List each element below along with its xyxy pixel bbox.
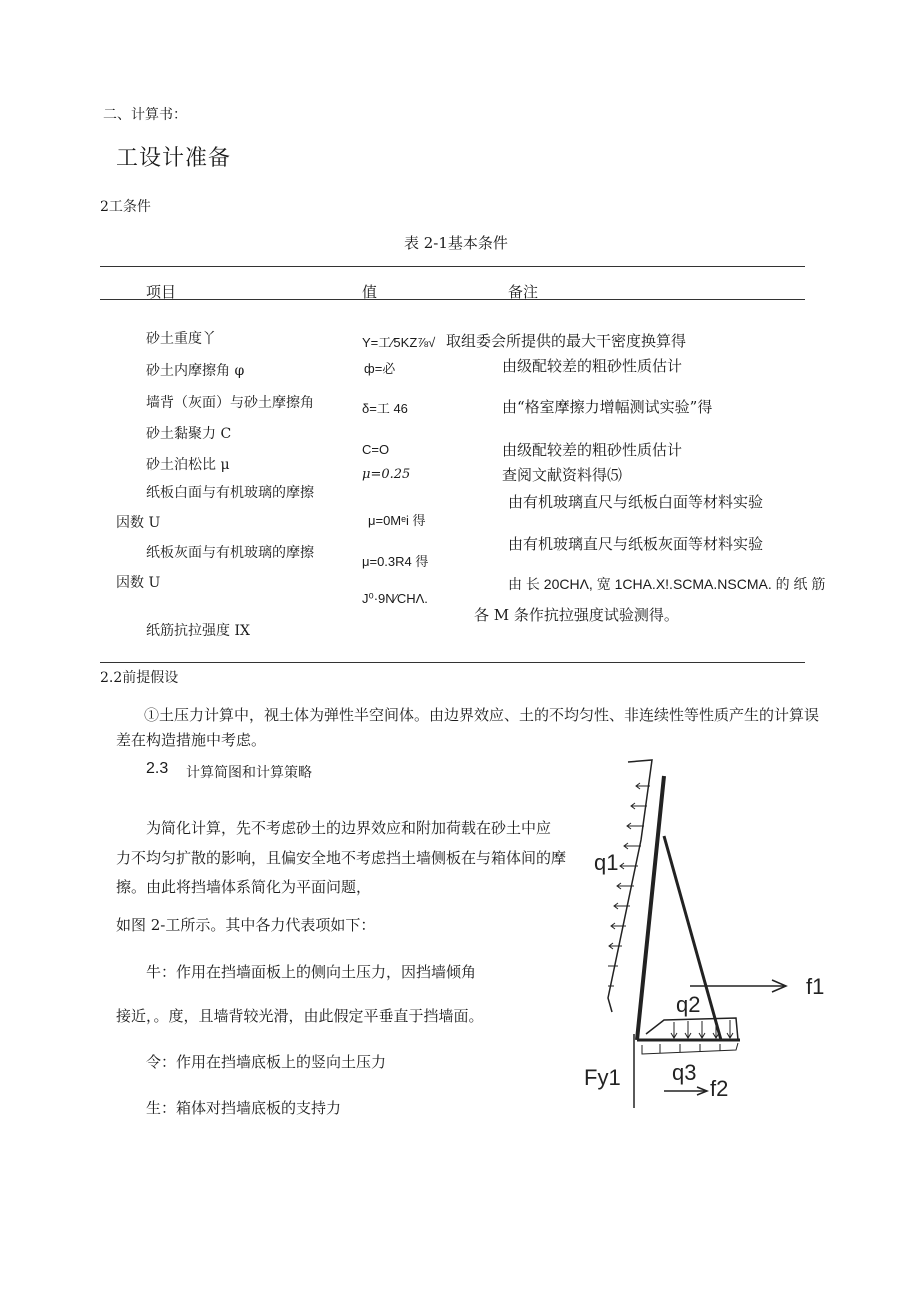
section-2-3-number: 2.3: [146, 760, 169, 777]
table-top-rule: [100, 266, 805, 267]
table-cell-item: 砂土内摩擦角 φ: [146, 363, 245, 379]
wall-face: [637, 776, 664, 1040]
body-line: 牛：作用在挡墙面板上的侧向土压力，因挡墙倾角: [146, 963, 477, 981]
f2-label: f2: [710, 1076, 729, 1101]
body-line: 生：箱体对挡墙底板的支持力: [146, 1099, 342, 1117]
table-cell-note: 由“格室摩擦力增幅测试实验”得: [502, 398, 713, 416]
table-cell-note: 查阅文献资料得⑸: [502, 466, 623, 484]
body-line: 为简化计算，先不考虑砂土的边界效应和附加荷载在砂土中应: [146, 819, 552, 837]
table-cell-value: ф=必: [364, 361, 396, 376]
table-cell-value: δ=工 46: [362, 401, 408, 416]
body-line: 如图 2-工所示。其中各力代表项如下：: [116, 916, 376, 934]
table-cell-item: 砂土泊松比 μ: [146, 457, 230, 473]
table-cell-item: 纸板灰面与有机玻璃的摩擦: [146, 545, 314, 561]
table-cell-item-continued: 因数 U: [116, 515, 161, 531]
table-cell-value: C=O: [362, 442, 390, 457]
table-cell-item: 砂土重度丫: [146, 331, 216, 347]
table-cell-item: 纸筋抗拉强度 IX: [146, 623, 250, 639]
table-header-note: 备注: [508, 283, 539, 301]
body-line: 擦。由此将挡墙体系简化为平面问题，: [116, 878, 372, 896]
section-heading: 二、计算书：: [103, 107, 187, 123]
table-cell-value: μ=0.25: [362, 467, 411, 482]
section-2-3-title: 计算简图和计算策略: [186, 765, 312, 781]
table-cell-note: 由 长 20CHΛ, 宽 1CHA.X!.SCMA.NSCMA. 的 纸 筋: [508, 576, 826, 592]
table-header-item: 项目: [146, 283, 177, 301]
q2-block: [646, 1018, 738, 1040]
fy1-label: Fy1: [584, 1065, 621, 1090]
table-cell-item: 砂土黏聚力 C: [146, 426, 232, 442]
table-cell-item: 纸板白面与有机玻璃的摩擦: [146, 485, 314, 501]
table-cell-note: 由级配较差的粗砂性质估计: [502, 357, 683, 375]
retaining-wall-diagram: [570, 752, 850, 1122]
body-line: 接近，。度，且墙背较光滑，由此假定平垂直于挡墙面。: [116, 1007, 484, 1025]
section-2-1-heading: 2工条件: [100, 199, 151, 215]
q2-pressure-arrows: [671, 1020, 733, 1038]
chapter-title: 工设计准备: [116, 146, 232, 171]
table-cell-value: J⁰·9N⁄CHΛ.: [362, 591, 428, 606]
table-header-rule: [100, 299, 805, 300]
table-caption: 表 2-1基本条件: [404, 234, 508, 252]
assumption-paragraph: ①土压力计算中，视土体为弹性半空间体。由边界效应、土的不均匀性、非连续性等性质产生的计算误差在构造措施中考虑。: [116, 706, 820, 749]
q3-block: [642, 1043, 738, 1054]
body-line: 力不均匀扩散的影响，且偏安全地不考虑挡土墙侧板在与箱体间的摩: [116, 849, 567, 867]
q2-label: q2: [676, 992, 701, 1017]
q1-label: q1: [594, 850, 619, 875]
table-cell-item: 墙背（灰面）与砂土摩擦角: [146, 395, 314, 411]
table-cell-value: μ=0Mᵉi 得: [368, 513, 426, 528]
table-cell-value: Y=工⁄5KZ⅞√: [362, 335, 436, 350]
table-cell-note: 由有机玻璃直尺与纸板白面等材料实验: [508, 493, 764, 511]
q3-label: q3: [672, 1060, 697, 1085]
table-bottom-rule: [100, 662, 805, 663]
f1-label: f1: [806, 974, 825, 999]
section-2-2-heading: 2.2前提假设: [100, 670, 179, 686]
table-cell-note: 由有机玻璃直尺与纸板灰面等材料实验: [508, 535, 764, 553]
table-cell-value: μ=0.3R4 得: [362, 554, 429, 569]
table-cell-note: 取组委会所提供的最大干密度换算得: [446, 332, 687, 350]
table-cell-note: 由级配较差的粗砂性质估计: [502, 441, 683, 459]
table-cell-item-continued: 因数 U: [116, 575, 161, 591]
table-cell-note-continued: 各 M 条作抗拉强度试验测得。: [474, 606, 679, 624]
table-header-value: 值: [362, 283, 378, 301]
body-line: 令：作用在挡墙底板上的竖向土压力: [146, 1053, 387, 1071]
